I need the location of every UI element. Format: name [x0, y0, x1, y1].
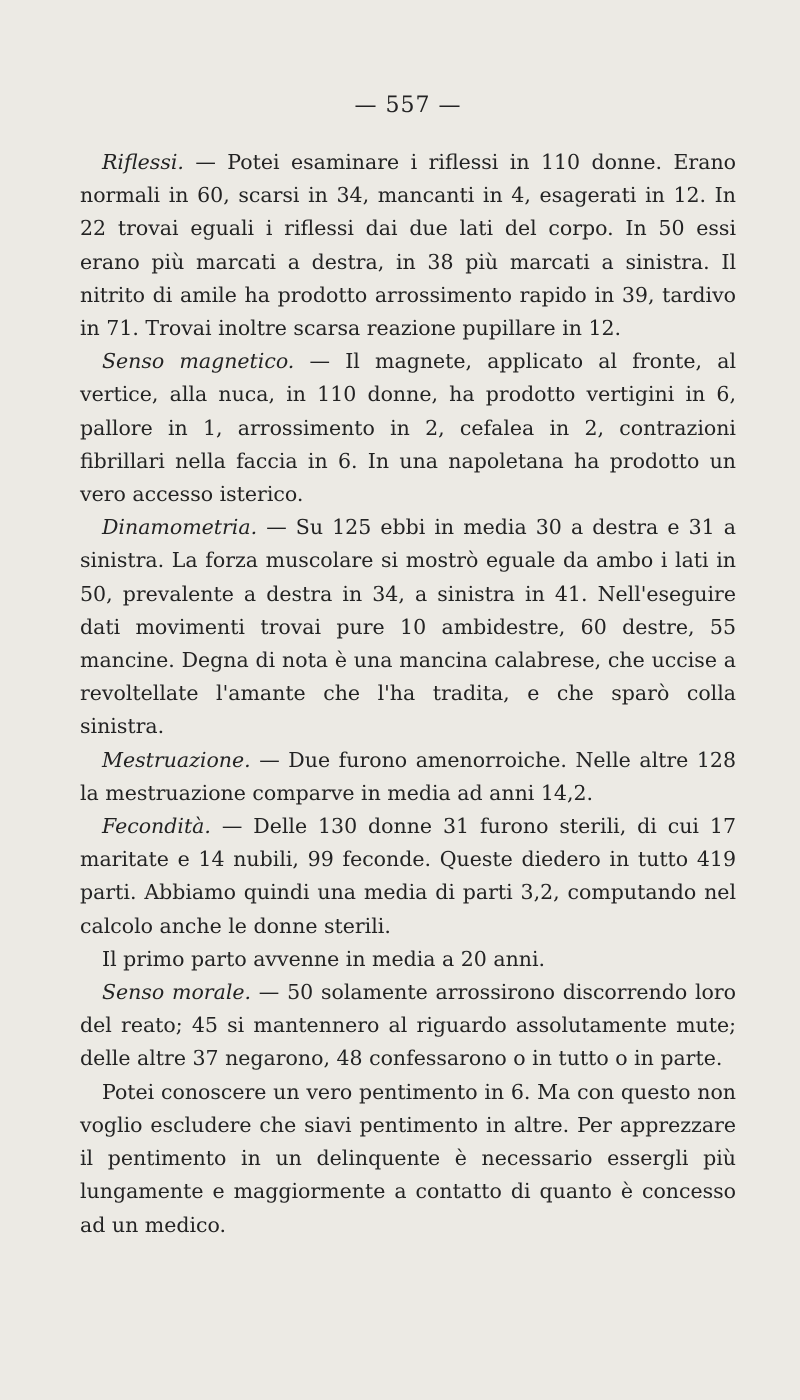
paragraph-text: — Potei esaminare i riflessi in 110 donne. Erano normali in 60, scarsi in 34, mancanti in 4, esagerati in 12. In 22 trovai eguali i riflessi dai due lati del corpo. In 50 essi erano più marcati a destra, in 38 più marcati a sinistra. Il nitrito di amile ha prodotto arrossimento rapido in 39, tardivo in 71. Trovai inoltre scarsa reazione pupillare in 12. [80, 150, 736, 341]
paragraph-text: — 50 solamente arrossirono discorrendo loro del reato; 45 si mantennero al riguardo assolutamente mute; delle altre 37 negarono, 48 confessarono o in tutto o in parte. [80, 980, 736, 1071]
paragraph-fecondita [80, 810, 736, 943]
paragraph-mestruazione [80, 744, 736, 810]
section-heading-senso-morale: Senso morale. [102, 980, 252, 1005]
section-heading-dinamometria: Dinamometria. [102, 515, 258, 540]
paragraph-text: — Delle 130 donne 31 furono sterili, di cui 17 maritate e 14 nubili, 99 feconde. Queste diedero in tutto 419 parti. Abbiamo quindi una media di parti 3,2, computando nel calcolo anche le donne sterili. [80, 814, 736, 938]
paragraph-text: — Su 125 ebbi in media 30 a destra e 31 a sinistra. La forza muscolare si mostrò eguale da ambo i lati in 50, prevalente a destra in 34, a sinistra in 41. Nell'eseguire dati movimenti trovai pure 10 ambidestre, 60 destre, 55 mancine. Degna di nota è una mancina calabrese, che uccise a revoltellate l'amante che l'ha tradita, e che sparò colla sinistra. [80, 515, 736, 739]
section-heading-fecondita: Fecondità. [102, 814, 211, 839]
page-number: — 557 — [354, 93, 462, 118]
paragraph-text: — Il magnete, applicato al fronte, al vertice, alla nuca, in 110 donne, ha prodotto vertigini in 6, pallore in 1, arrossimento in 2, cefalea in 2, contrazioni fibrillari nella faccia in 6. In una napoletana ha prodotto un vero accesso isterico. [80, 349, 737, 507]
section-heading-riflessi: Riflessi. [102, 150, 184, 174]
section-heading-mestruazione: Mestruazione. [102, 747, 251, 772]
section-heading-senso-magnetico: Senso magnetico. [102, 349, 295, 374]
paragraph-text: — Due furono amenorroiche. Nelle altre 128 la mestruazione comparve in media ad anni 14,2. [80, 747, 736, 805]
paragraph-dinamometria [80, 511, 736, 743]
paragraph-text: Il primo parto avvenne in media a 20 anni. [102, 946, 546, 971]
paragraph-primo-parto [80, 943, 736, 976]
paragraph-text: Potei conoscere un vero pentimento in 6. Ma con questo non voglio escludere che siavi pentimento in altre. Per apprezzare il pentimento in un delinquente è necessario essergli più lungamente e maggiormente a contatto di quanto è concesso ad un medico. [80, 1079, 736, 1237]
paragraph-senso-magnetico [80, 345, 736, 511]
paragraph-riflessi [80, 146, 736, 345]
paragraph-pentimento [80, 1076, 736, 1242]
paragraph-senso-morale [80, 976, 736, 1076]
